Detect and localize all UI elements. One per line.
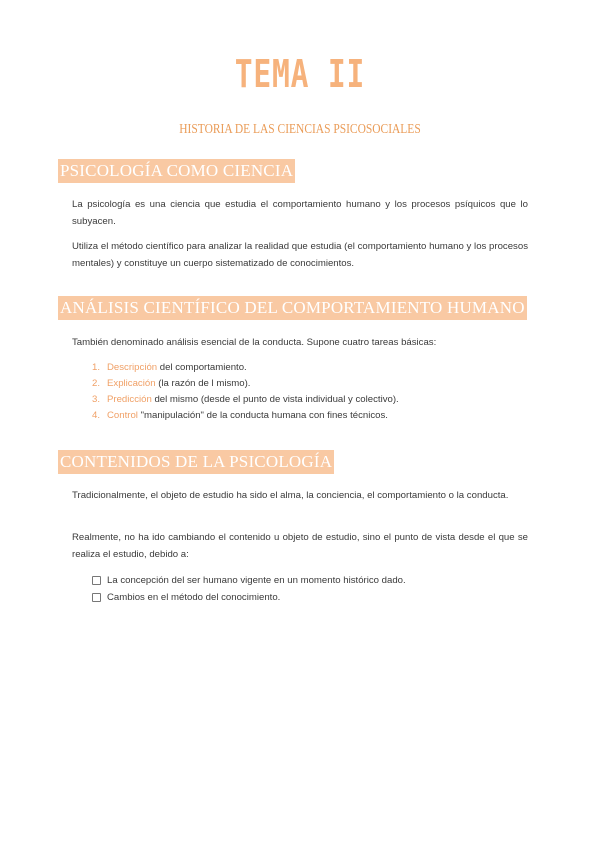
list-keyword: Explicación [107, 378, 156, 389]
checklist [92, 572, 406, 606]
list-text: "manipulación" de la conducta humana con fines técnicos. [137, 410, 388, 421]
list-keyword: Control [107, 410, 138, 421]
list-text: del comportamiento. [157, 362, 247, 373]
list-number: 2. [92, 378, 101, 389]
list-item [92, 408, 399, 424]
checkbox[interactable] [92, 576, 101, 585]
page-title: TEMA II [234, 52, 366, 96]
task-list [92, 360, 399, 424]
paragraph: Tradicionalmente, el objeto de estudio ha sido el alma, la conciencia, el comportamiento o la conducta. [72, 490, 509, 501]
list-text: del mismo (desde el punto de vista individual y colectivo). [151, 394, 399, 405]
paragraph: La psicología es una ciencia que estudia el comportamiento humano y los procesos psíquicos que lo subyacen. [72, 199, 528, 227]
section-heading-psicologia-ciencia: PSICOLOGÍA COMO CIENCIA [58, 159, 295, 183]
list-keyword: Descripción [107, 362, 158, 373]
list-number: 4. [92, 410, 101, 421]
list-item [92, 376, 399, 392]
checklist-item [92, 589, 406, 606]
checkbox[interactable] [92, 593, 101, 602]
paragraph: Realmente, no ha ido cambiando el contenido u objeto de estudio, sino el punto de vista desde el que se realiza el estudio, debido a: [72, 532, 528, 560]
list-item [92, 392, 399, 408]
paragraph: Utiliza el método científico para analizar la realidad que estudia (el comportamiento humano y los procesos mentales) y constituye un cuerpo sistematizado de conocimientos. [72, 241, 528, 269]
list-item [92, 360, 399, 376]
section-heading-contenidos: CONTENIDOS DE LA PSICOLOGÍA [58, 450, 334, 474]
list-text: (la razón de l mismo). [155, 378, 251, 389]
list-number: 1. [92, 362, 101, 373]
section-heading-analisis-cientifico: ANÁLISIS CIENTÍFICO DEL COMPORTAMIENTO HUMANO [58, 296, 527, 320]
checklist-text: La concepción del ser humano vigente en un momento histórico dado. [107, 575, 406, 586]
list-number: 3. [92, 394, 101, 405]
checklist-item [92, 572, 406, 589]
page-subtitle: HISTORIA DE LAS CIENCIAS PSICOSOCIALES [179, 121, 421, 136]
list-keyword: Predicción [107, 394, 152, 405]
checklist-text: Cambios en el método del conocimiento. [107, 592, 281, 603]
paragraph: También denominado análisis esencial de la conducta. Supone cuatro tareas básicas: [72, 337, 437, 348]
